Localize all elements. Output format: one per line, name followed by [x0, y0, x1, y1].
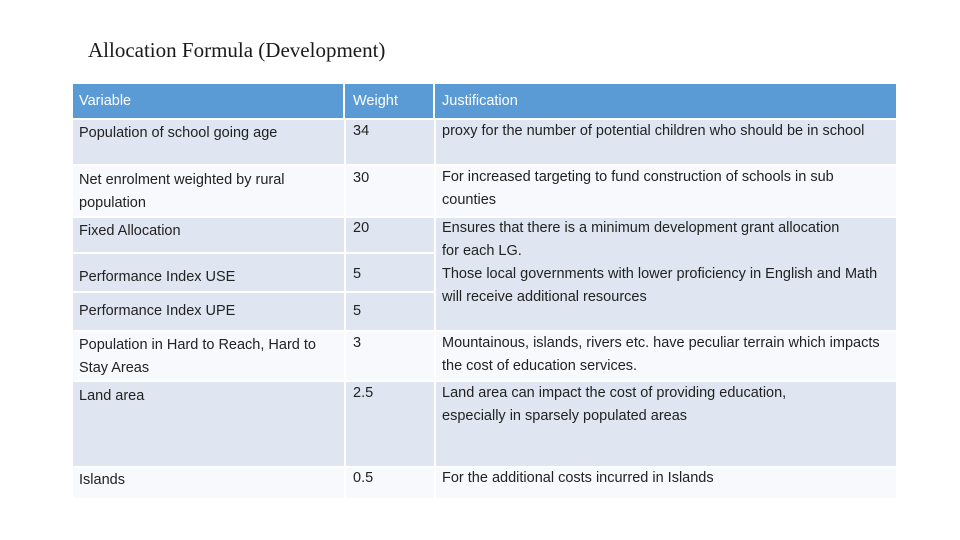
row-1-variable: Population of school going age — [79, 125, 278, 141]
row-2-weight: 30 — [353, 170, 370, 186]
row-3-variable: Fixed Allocation — [79, 223, 181, 239]
row-4-variable: Performance Index USE — [79, 269, 236, 285]
row-6-variable: Population in Hard to Reach, Hard to Stay Areas — [79, 337, 316, 376]
header-justification: Justification — [435, 84, 896, 118]
row-4-justification: Those local governments with lower proficiency in English and Math will receive additional resources — [442, 266, 878, 305]
row-6-justification: Mountainous, islands, rivers etc. have peculiar terrain which impacts the cost of education services. — [442, 335, 880, 374]
row-7-variable: Land area — [79, 388, 145, 404]
row-7-weight: 2.5 — [353, 385, 374, 401]
row-7-justification: Land area can impact the cost of providing education, especially in sparsely populated areas — [442, 385, 787, 424]
row-4-weight: 5 — [353, 266, 362, 282]
sep-row-4 — [73, 252, 435, 254]
sep-row-5 — [73, 291, 435, 293]
row-8-variable: Islands — [79, 472, 125, 488]
row-8-justification: For the additional costs incurred in Islands — [442, 470, 714, 486]
row-6-weight: 3 — [353, 335, 362, 351]
row-1-weight: 34 — [353, 123, 370, 139]
row-1-justification: proxy for the number of potential children who should be in school — [442, 123, 865, 139]
row-5-variable: Performance Index UPE — [79, 303, 236, 319]
row-5-weight: 5 — [353, 303, 362, 319]
row-8-weight: 0.5 — [353, 470, 374, 486]
header-weight: Weight — [345, 84, 435, 118]
row-2-justification: For increased targeting to fund construction of schools in sub counties — [442, 169, 834, 208]
row-3-weight: 20 — [353, 220, 370, 236]
row-2-variable: Net enrolment weighted by rural population — [79, 172, 285, 211]
row-3-justification: Ensures that there is a minimum development grant allocation for each LG. — [442, 220, 840, 259]
header-variable: Variable — [73, 84, 345, 118]
page-title: Allocation Formula (Development) — [88, 38, 386, 62]
